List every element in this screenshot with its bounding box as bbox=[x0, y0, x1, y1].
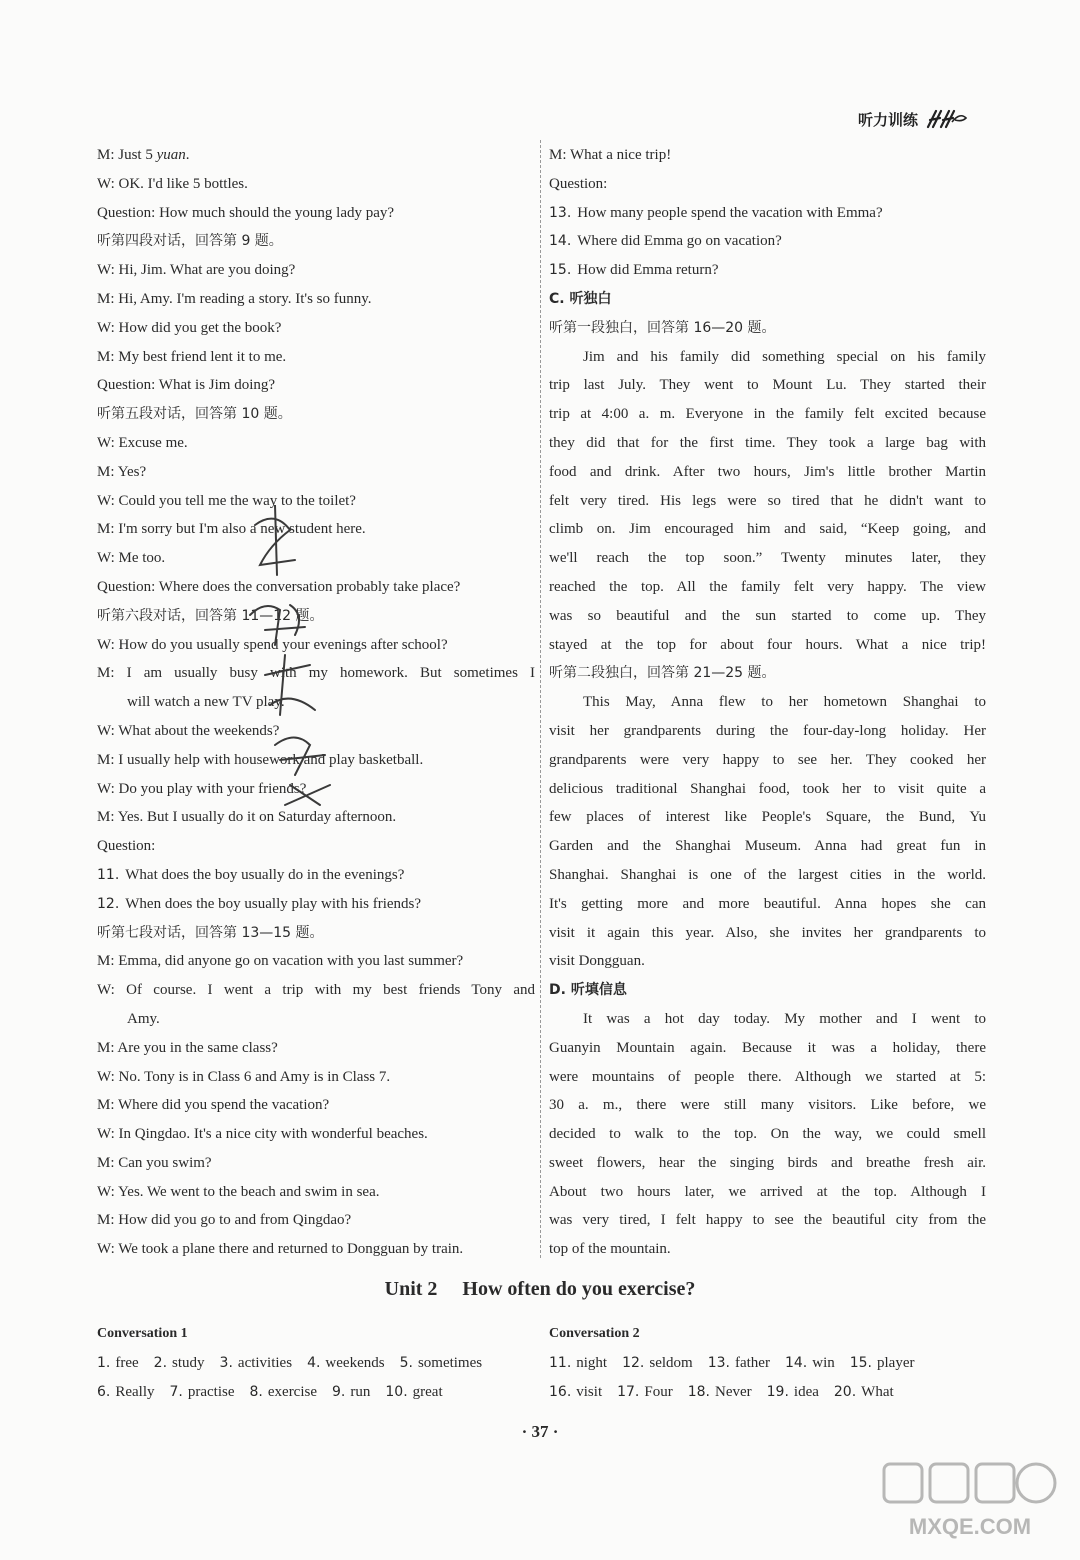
text-line bbox=[97, 832, 535, 861]
line-text: they did that for the first time. They took a large bag with bbox=[549, 434, 986, 451]
text-line bbox=[549, 227, 986, 256]
text-line bbox=[549, 371, 986, 400]
answer-word: sometimes bbox=[417, 1355, 483, 1371]
text-line bbox=[97, 544, 535, 573]
text-line bbox=[549, 861, 986, 890]
line-text: was so beautiful and the sun started to come up. They bbox=[549, 607, 986, 624]
column-divider bbox=[540, 140, 541, 1258]
text-line bbox=[549, 515, 986, 544]
instruction-line bbox=[97, 602, 535, 631]
text-line bbox=[97, 1120, 535, 1149]
question-number: 11. bbox=[97, 866, 120, 883]
line-text: M: Yes. But I usually do it on Saturday afternoon. bbox=[97, 809, 397, 826]
text-line bbox=[97, 515, 535, 544]
instruction-line bbox=[97, 400, 535, 429]
unit-label: Unit 2 bbox=[384, 1278, 438, 1300]
answer-number: 20. bbox=[833, 1384, 857, 1400]
answer-item bbox=[767, 1384, 819, 1400]
text-line bbox=[97, 371, 535, 400]
answer-word: Four bbox=[644, 1384, 673, 1400]
conversation-1-answers-row-2 bbox=[97, 1378, 458, 1407]
line-text: were mountains of people there. Although we started at 5: bbox=[549, 1068, 986, 1085]
line-text: Amy. bbox=[127, 1010, 160, 1027]
answer-number: 10. bbox=[385, 1384, 408, 1400]
answer-number: 18. bbox=[687, 1384, 710, 1400]
answer-word: run bbox=[350, 1384, 371, 1400]
line-text: 听第六段对话，回答第 11—12 题。 bbox=[97, 607, 324, 624]
line-text: M: I am usually busy with my homework. But sometimes I bbox=[97, 665, 535, 682]
answer-item bbox=[688, 1384, 752, 1400]
line-text: M: Can you swim? bbox=[97, 1154, 212, 1171]
answer-number: 3. bbox=[219, 1355, 233, 1371]
text-line bbox=[97, 717, 535, 746]
text-line bbox=[549, 1235, 986, 1264]
text-line bbox=[549, 631, 986, 660]
answer-item bbox=[307, 1355, 385, 1371]
text-line bbox=[549, 717, 986, 746]
answer-number: 16. bbox=[549, 1384, 572, 1400]
line-text: 听第五段对话，回答第 10 题。 bbox=[97, 406, 292, 423]
unit-title bbox=[0, 1278, 1080, 1301]
text-line bbox=[549, 544, 986, 573]
text-line bbox=[549, 919, 986, 948]
line-text: W: No. Tony is in Class 6 and Amy is in Class 7. bbox=[97, 1068, 391, 1085]
line-text: It was a hot day today. My mother and I went to bbox=[583, 1010, 986, 1027]
instruction-line bbox=[549, 659, 986, 688]
header-logo-icon bbox=[924, 108, 968, 130]
answer-number: 8. bbox=[249, 1384, 263, 1400]
text-line bbox=[549, 1063, 986, 1092]
unit-question: How often do you exercise? bbox=[462, 1278, 696, 1300]
answer-item bbox=[332, 1384, 370, 1400]
text-line bbox=[549, 487, 986, 516]
text-line bbox=[97, 976, 535, 1005]
text-line bbox=[97, 141, 535, 170]
line-text: visit Dongguan. bbox=[549, 953, 645, 970]
answer-number: 6. bbox=[97, 1384, 111, 1400]
answer-item bbox=[250, 1384, 318, 1400]
line-text: few places of interest like People's Square, the Bund, Yu bbox=[549, 809, 986, 826]
answer-word: seldom bbox=[649, 1355, 693, 1371]
instruction-line bbox=[97, 227, 535, 256]
instruction-line bbox=[549, 314, 986, 343]
line-text: M: Emma, did anyone go on vacation with you last summer? bbox=[97, 953, 464, 970]
line-text: grandparents were very happy to see her. They cooked her bbox=[549, 751, 986, 768]
answer-item bbox=[617, 1384, 673, 1400]
answer-number: 5. bbox=[399, 1355, 413, 1371]
text-line bbox=[97, 947, 535, 976]
answer-item bbox=[708, 1355, 770, 1371]
line-text: Garden and the Shanghai Museum. Anna had great fun in bbox=[549, 838, 986, 855]
answer-number: 7. bbox=[169, 1384, 183, 1400]
conversation-2-heading: Conversation 2 bbox=[549, 1326, 640, 1341]
line-text: W: Could you tell me the way to the toilet? bbox=[97, 492, 356, 509]
line-text: 听第四段对话，回答第 9 题。 bbox=[97, 233, 283, 250]
text-line bbox=[549, 429, 986, 458]
line-text: visit it again this year. Also, she invites her grandparents to bbox=[549, 924, 986, 941]
text-line bbox=[97, 746, 535, 775]
line-text: Shanghai. Shanghai is one of the largest cities in the world. bbox=[549, 866, 986, 883]
line-text: It's getting more and more beautiful. Anna hopes she can bbox=[549, 895, 986, 912]
text-line bbox=[549, 458, 986, 487]
page-number: · 37 · bbox=[521, 1422, 559, 1441]
line-text: Where did Emma go on vacation? bbox=[577, 233, 782, 250]
line-text: Jim and his family did something special on his family bbox=[583, 348, 986, 365]
line-text: visit her grandparents during the four-day-long holiday. Her bbox=[549, 722, 986, 739]
text-line bbox=[549, 141, 986, 170]
answer-item bbox=[220, 1355, 293, 1371]
answer-word: practise bbox=[187, 1384, 235, 1400]
text-line bbox=[549, 400, 986, 429]
text-line bbox=[549, 1149, 986, 1178]
page-header bbox=[858, 108, 968, 130]
section-heading bbox=[549, 976, 986, 1005]
line-text: delicious traditional Shanghai food, took her to visit quite a bbox=[549, 780, 986, 797]
answer-item bbox=[400, 1355, 483, 1371]
text-line bbox=[97, 861, 535, 890]
answer-word: weekends bbox=[325, 1355, 385, 1371]
answer-item bbox=[97, 1355, 139, 1371]
text-line bbox=[549, 602, 986, 631]
text-line bbox=[97, 429, 535, 458]
line-text: M: What a nice trip! bbox=[549, 147, 672, 163]
answer-number: 14. bbox=[784, 1355, 808, 1371]
line-text: This May, Anna flew to her hometown Shanghai to bbox=[583, 694, 986, 711]
text-line bbox=[97, 1235, 535, 1264]
line-text: top of the mountain. bbox=[549, 1241, 671, 1258]
answer-word: free bbox=[115, 1355, 139, 1371]
line-text: W: How did you get the book? bbox=[97, 319, 282, 336]
answer-number: 19. bbox=[766, 1384, 789, 1400]
line-text: When does the boy usually play with his friends? bbox=[125, 895, 422, 912]
line-text: we'll reach the top soon.” Twenty minutes later, they bbox=[549, 550, 986, 567]
text-line bbox=[549, 170, 986, 199]
line-text: M: How did you go to and from Qingdao? bbox=[97, 1212, 352, 1229]
question-number: 12. bbox=[97, 895, 120, 912]
text-line bbox=[97, 573, 535, 602]
line-text: W: Hi, Jim. What are you doing? bbox=[97, 262, 296, 279]
line-suffix: . bbox=[185, 147, 190, 163]
text-line bbox=[97, 1149, 535, 1178]
answer-number: 11. bbox=[549, 1355, 572, 1371]
text-line bbox=[549, 775, 986, 804]
line-text: climb on. Jim encouraged him and said, “Keep going, and bbox=[549, 521, 986, 538]
answer-word: Really bbox=[115, 1384, 155, 1400]
answer-word: Never bbox=[714, 1384, 752, 1400]
line-text: M: I usually help with housework and play basketball. bbox=[97, 751, 424, 768]
text-line bbox=[549, 1005, 986, 1034]
line-text: 听第七段对话，回答第 13—15 题。 bbox=[97, 924, 324, 941]
line-text: W: Excuse me. bbox=[97, 434, 188, 451]
answer-item bbox=[834, 1384, 894, 1400]
text-line bbox=[549, 803, 986, 832]
text-line bbox=[549, 890, 986, 919]
text-line bbox=[549, 832, 986, 861]
answer-word: exercise bbox=[267, 1384, 318, 1400]
line-text: Guanyin Mountain again. Because it was a holiday, there bbox=[549, 1039, 986, 1056]
text-line bbox=[97, 1091, 535, 1120]
section-heading bbox=[549, 285, 986, 314]
text-line bbox=[97, 890, 535, 919]
answer-item bbox=[549, 1355, 607, 1371]
watermark-text: MXQE.COM bbox=[908, 1514, 1032, 1539]
line-text: food and drink. After two hours, Jim's little brother Martin bbox=[549, 463, 986, 480]
line-text: W: In Qingdao. It's a nice city with wonderful beaches. bbox=[97, 1126, 428, 1143]
answer-item bbox=[850, 1355, 915, 1371]
answer-word: player bbox=[877, 1355, 915, 1371]
line-text: W: Do you play with your friends? bbox=[97, 780, 307, 797]
instruction-line bbox=[97, 919, 535, 948]
answer-word: great bbox=[412, 1384, 443, 1400]
answer-word: What bbox=[861, 1384, 894, 1400]
left-column bbox=[97, 141, 535, 1264]
line-text: Question: What is Jim doing? bbox=[97, 377, 276, 394]
watermark-logo bbox=[880, 1460, 1060, 1542]
conversation-1-heading: Conversation 1 bbox=[97, 1326, 188, 1341]
question-number: 14. bbox=[549, 233, 572, 250]
line-text: 30 a. m., there were still many visitors. Like before, we bbox=[549, 1097, 986, 1114]
text-line bbox=[97, 458, 535, 487]
answer-item bbox=[622, 1355, 693, 1371]
text-line bbox=[97, 1178, 535, 1207]
text-line bbox=[549, 746, 986, 775]
line-text: M: I'm sorry but I'm also a new student here. bbox=[97, 521, 366, 538]
text-line bbox=[97, 688, 535, 717]
answer-word: win bbox=[812, 1355, 835, 1371]
answer-word: idea bbox=[793, 1384, 819, 1400]
line-text: C. 听独白 bbox=[549, 290, 612, 307]
conversation-2-answers-row-2 bbox=[549, 1378, 909, 1407]
line-text: will watch a new TV play. bbox=[127, 694, 285, 711]
line-text: felt very tired. His legs were so tired that he didn't want to bbox=[549, 492, 986, 509]
text-line bbox=[97, 659, 535, 688]
line-text: How many people spend the vacation with Emma? bbox=[577, 204, 883, 221]
italic-word: yuan bbox=[156, 147, 186, 163]
text-line bbox=[549, 199, 986, 228]
text-line bbox=[97, 256, 535, 285]
line-text: Question: Where does the conversation probably take place? bbox=[97, 578, 461, 595]
text-line bbox=[97, 343, 535, 372]
right-column bbox=[549, 141, 986, 1264]
conversation-2-answers-row-1 bbox=[549, 1349, 929, 1378]
text-line bbox=[549, 1120, 986, 1149]
text-line bbox=[97, 487, 535, 516]
text-line bbox=[97, 1005, 535, 1034]
answer-word: study bbox=[172, 1355, 205, 1371]
line-text: M: Just 5 bbox=[97, 147, 157, 163]
text-line bbox=[549, 1206, 986, 1235]
line-text: trip at 4:00 a. m. Everyone in the family felt excited because bbox=[549, 406, 986, 423]
text-line bbox=[97, 1206, 535, 1235]
line-text: was very tired, I felt happy to see the beautiful city from the bbox=[549, 1212, 986, 1229]
answer-item bbox=[385, 1384, 442, 1400]
question-number: 15. bbox=[549, 262, 572, 279]
conversation-1-answers-row-1 bbox=[97, 1349, 497, 1378]
line-text: M: Hi, Amy. I'm reading a story. It's so funny. bbox=[97, 290, 372, 307]
text-line bbox=[549, 947, 986, 976]
text-line bbox=[549, 1034, 986, 1063]
header-title: 听力训练 bbox=[857, 110, 918, 129]
text-line bbox=[97, 199, 535, 228]
text-line bbox=[549, 343, 986, 372]
answer-word: visit bbox=[576, 1384, 603, 1400]
line-text: sweet flowers, hear the singing birds and breathe fresh air. bbox=[549, 1154, 986, 1171]
answer-word: father bbox=[734, 1355, 770, 1371]
answer-word: activities bbox=[237, 1355, 293, 1371]
answer-item bbox=[154, 1355, 205, 1371]
line-text: What does the boy usually do in the evenings? bbox=[125, 866, 405, 883]
answer-number: 15. bbox=[849, 1355, 872, 1371]
text-line bbox=[97, 631, 535, 660]
answer-number: 13. bbox=[707, 1355, 730, 1371]
line-text: trip last July. They went to Mount Lu. They started their bbox=[549, 377, 986, 394]
line-text: reached the top. All the family felt very happy. The view bbox=[549, 578, 986, 595]
line-text: W: How do you usually spend your evenings after school? bbox=[97, 636, 448, 653]
text-line bbox=[549, 1091, 986, 1120]
line-text: 听第一段独白，回答第 16—20 题。 bbox=[549, 319, 776, 336]
line-text: W: What about the weekends? bbox=[97, 722, 280, 739]
answer-word: night bbox=[576, 1355, 608, 1371]
text-line bbox=[97, 285, 535, 314]
text-line bbox=[97, 775, 535, 804]
answer-item bbox=[549, 1384, 602, 1400]
text-line bbox=[549, 573, 986, 602]
line-text: M: Where did you spend the vacation? bbox=[97, 1097, 330, 1114]
text-line bbox=[97, 1063, 535, 1092]
line-text: Question: bbox=[97, 838, 156, 855]
line-text: D. 听填信息 bbox=[549, 982, 627, 999]
line-text: M: My best friend lent it to me. bbox=[97, 348, 287, 365]
answer-number: 12. bbox=[622, 1355, 645, 1371]
answer-number: 4. bbox=[307, 1355, 321, 1371]
line-text: M: Yes? bbox=[97, 463, 147, 480]
line-text: W: OK. I'd like 5 bottles. bbox=[97, 175, 248, 192]
line-text: decided to walk to the top. On the way, we could smell bbox=[549, 1126, 986, 1143]
line-text: stayed at the top for about four hours. What a nice trip! bbox=[549, 636, 986, 653]
line-text: W: Of course. I went a trip with my best friends Tony and bbox=[97, 982, 535, 999]
text-line bbox=[97, 803, 535, 832]
text-line bbox=[97, 314, 535, 343]
question-number: 13. bbox=[549, 204, 572, 221]
line-text: W: Me too. bbox=[97, 550, 166, 567]
text-line bbox=[97, 170, 535, 199]
text-line bbox=[549, 1178, 986, 1207]
line-text: Question: How much should the young lady pay? bbox=[97, 204, 395, 221]
answer-number: 17. bbox=[617, 1384, 640, 1400]
answer-item bbox=[170, 1384, 235, 1400]
line-text: W: We took a plane there and returned to Dongguan by train. bbox=[97, 1241, 464, 1258]
line-text: About two hours later, we arrived at the top. Although I bbox=[549, 1183, 986, 1200]
line-text: M: Are you in the same class? bbox=[97, 1039, 278, 1056]
line-text: How did Emma return? bbox=[577, 262, 719, 279]
line-text: Question: bbox=[549, 175, 608, 192]
text-line bbox=[549, 688, 986, 717]
answer-number: 9. bbox=[332, 1384, 346, 1400]
answer-item bbox=[97, 1384, 155, 1400]
line-text: W: Yes. We went to the beach and swim in sea. bbox=[97, 1183, 380, 1200]
text-line bbox=[549, 256, 986, 285]
line-text: 听第二段独白，回答第 21—25 题。 bbox=[549, 665, 776, 682]
answer-number: 1. bbox=[97, 1355, 111, 1371]
answer-number: 2. bbox=[153, 1355, 168, 1371]
text-line bbox=[97, 1034, 535, 1063]
answer-item bbox=[785, 1355, 835, 1371]
